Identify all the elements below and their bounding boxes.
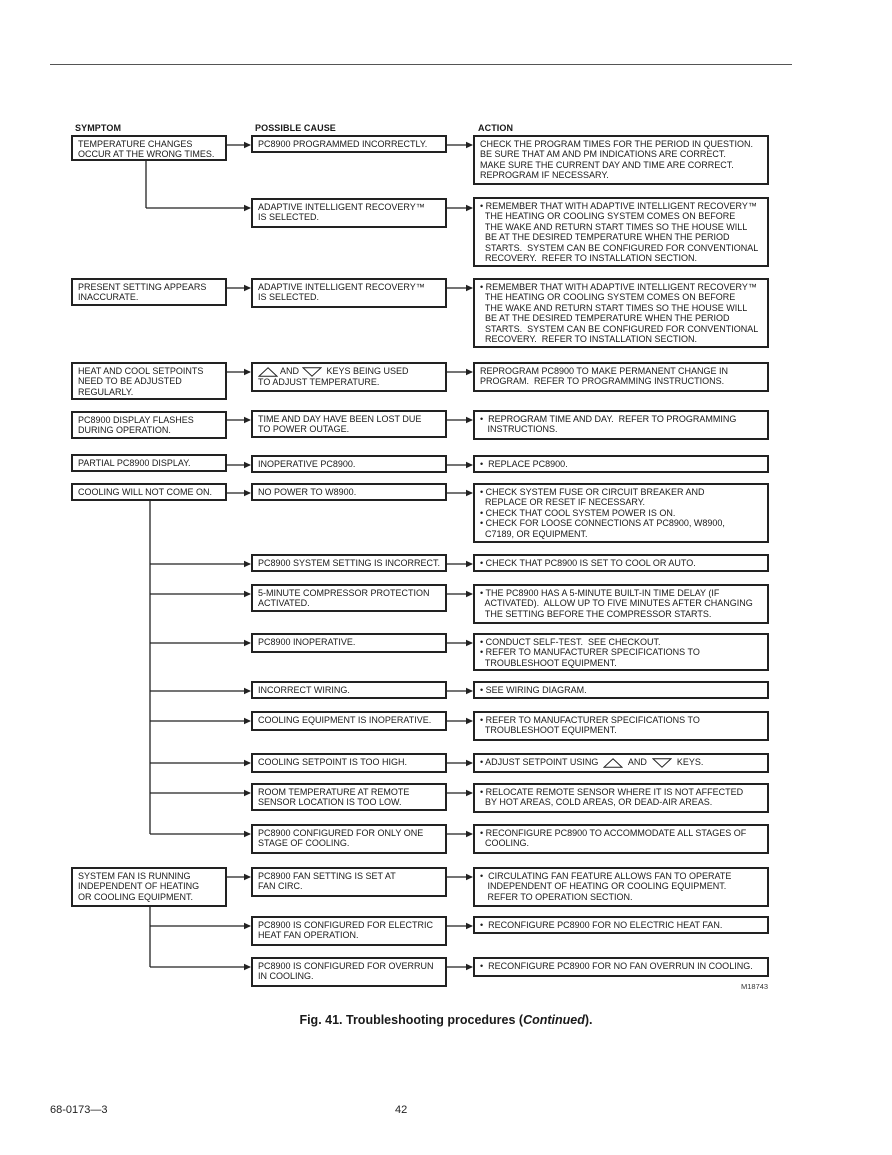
cause-box: PC8900 IS CONFIGURED FOR OVERRUN IN COOLING. [251, 957, 447, 987]
symptom-box: HEAT AND COOL SETPOINTS NEED TO BE ADJUSTED REGULARLY. [71, 362, 227, 400]
arrow-head-icon [466, 688, 473, 694]
arrow-head-icon [466, 923, 473, 929]
symptom-header: SYMPTOM [75, 123, 122, 133]
page-number: 42 [395, 1104, 408, 1116]
cause-box [251, 362, 447, 392]
figure-id: M18743 [741, 982, 769, 991]
action-box: • REMEMBER THAT WITH ADAPTIVE INTELLIGENT RECOVERY™ THE HEATING OR COOLING SYSTEM COMES ON BEFORE THE WAKE AND RETURN START TIMES SO THE HOUSE WILL BE AT THE DESIRED TEMPERATURE WHEN THE PERIOD STARTS. SYSTEM CAN BE CONFIGURED FOR CONVENTIONAL RECOVERY. REFER TO INSTALLATION SECTION. [473, 278, 769, 348]
arrow-head-icon [466, 142, 473, 148]
header-rule [50, 64, 792, 65]
action-box: • RECONFIGURE PC8900 FOR NO ELECTRIC HEAT FAN. [473, 916, 769, 934]
arrow-head-icon [466, 874, 473, 880]
arrow-head-icon [466, 964, 473, 970]
arrow-head-icon [466, 718, 473, 724]
cause-box: ADAPTIVE INTELLIGENT RECOVERY™ IS SELECTED. [251, 278, 447, 308]
cause-text-post: KEYS BEING USED [321, 366, 409, 376]
action-box: • RELOCATE REMOTE SENSOR WHERE IT IS NOT AFFECTED BY HOT AREAS, COLD AREAS, OR DEAD-AIR AREAS. [473, 783, 769, 813]
arrow-head-icon [244, 923, 251, 929]
arrow-head-icon [244, 718, 251, 724]
symptom-box: PC8900 DISPLAY FLASHES DURING OPERATION. [71, 411, 227, 439]
arrow-head-icon [466, 205, 473, 211]
arrow-head-icon [244, 417, 251, 423]
arrow-head-icon [244, 874, 251, 880]
cause-box: NO POWER TO W8900. [251, 483, 447, 501]
arrow-head-icon [244, 831, 251, 837]
cause-box: INOPERATIVE PC8900. [251, 455, 447, 473]
action-box: • CIRCULATING FAN FEATURE ALLOWS FAN TO OPERATE INDEPENDENT OF HEATING OR COOLING EQUIPMENT. REFER TO OPERATION SECTION. [473, 867, 769, 907]
cause-box: TIME AND DAY HAVE BEEN LOST DUE TO POWER OUTAGE. [251, 410, 447, 438]
caption-suffix: ). [584, 1013, 593, 1027]
arrow-head-icon [466, 760, 473, 766]
cause-box: INCORRECT WIRING. [251, 681, 447, 699]
down-arrow-key-icon [652, 758, 672, 768]
arrow-head-icon [466, 285, 473, 291]
cause-text-mid: AND [278, 366, 302, 376]
symptom-box: PARTIAL PC8900 DISPLAY. [71, 454, 227, 472]
arrow-head-icon [466, 462, 473, 468]
action-box: • RECONFIGURE PC8900 FOR NO FAN OVERRUN IN COOLING. [473, 957, 769, 977]
arrow-head-icon [244, 760, 251, 766]
action-box: • REFER TO MANUFACTURER SPECIFICATIONS TO TROUBLESHOOT EQUIPMENT. [473, 711, 769, 741]
cause-box: PC8900 INOPERATIVE. [251, 633, 447, 653]
arrow-head-icon [244, 640, 251, 646]
action-box: CHECK THE PROGRAM TIMES FOR THE PERIOD IN QUESTION. BE SURE THAT AM AND PM INDICATIONS ARE CORRECT. MAKE SURE THE CURRENT DAY AND TIME ARE CORRECT. REPROGRAM IF NECESSARY. [473, 135, 769, 185]
cause-box: PC8900 IS CONFIGURED FOR ELECTRIC HEAT FAN OPERATION. [251, 916, 447, 946]
arrow-head-icon [466, 591, 473, 597]
symptom-box: SYSTEM FAN IS RUNNING INDEPENDENT OF HEATING OR COOLING EQUIPMENT. [71, 867, 227, 907]
action-box: • CHECK SYSTEM FUSE OR CIRCUIT BREAKER AND REPLACE OR RESET IF NECESSARY. • CHECK THAT COOL SYSTEM POWER IS ON. • CHECK FOR LOOSE CONNECTIONS AT PC8900, W8900, C7189, OR EQUIPMENT. [473, 483, 769, 543]
arrow-head-icon [466, 417, 473, 423]
action-box: REPROGRAM PC8900 TO MAKE PERMANENT CHANGE IN PROGRAM. REFER TO PROGRAMMING INSTRUCTIONS. [473, 362, 769, 392]
cause-box: ROOM TEMPERATURE AT REMOTE SENSOR LOCATION IS TOO LOW. [251, 783, 447, 811]
cause-box: ADAPTIVE INTELLIGENT RECOVERY™ IS SELECTED. [251, 198, 447, 228]
symptom-box: TEMPERATURE CHANGES OCCUR AT THE WRONG TIMES. [71, 135, 227, 161]
action-box: • RECONFIGURE PC8900 TO ACCOMMODATE ALL STAGES OF COOLING. [473, 824, 769, 854]
up-arrow-key-icon [603, 758, 623, 768]
action-text-post: KEYS. [671, 757, 704, 767]
arrow-head-icon [466, 490, 473, 496]
figure-caption [0, 1013, 892, 1027]
symptom-box: COOLING WILL NOT COME ON. [71, 483, 227, 501]
arrow-head-icon [466, 790, 473, 796]
arrow-head-icon [244, 790, 251, 796]
cause-box: PC8900 CONFIGURED FOR ONLY ONE STAGE OF COOLING. [251, 824, 447, 854]
caption-prefix: Fig. 41. Troubleshooting procedures ( [299, 1013, 524, 1027]
action-text-mid: AND [623, 757, 652, 767]
cause-box: PC8900 SYSTEM SETTING IS INCORRECT. [251, 554, 447, 572]
arrow-head-icon [244, 561, 251, 567]
cause-box: COOLING SETPOINT IS TOO HIGH. [251, 753, 447, 773]
caption-italic: Continued [523, 1013, 585, 1027]
up-arrow-key-icon [258, 367, 278, 377]
action-text-pre: • ADJUST SETPOINT USING [480, 757, 604, 767]
arrow-head-icon [466, 561, 473, 567]
cause-box: PC8900 FAN SETTING IS SET AT FAN CIRC. [251, 867, 447, 897]
action-header: ACTION [478, 123, 514, 133]
arrow-head-icon [244, 369, 251, 375]
arrow-head-icon [244, 285, 251, 291]
arrow-head-icon [244, 462, 251, 468]
arrow-head-icon [466, 831, 473, 837]
down-arrow-key-icon [302, 367, 322, 377]
doc-number: 68-0173—3 [50, 1104, 108, 1116]
arrow-head-icon [244, 490, 251, 496]
arrow-head-icon [244, 142, 251, 148]
action-box: • CONDUCT SELF-TEST. SEE CHECKOUT. • REFER TO MANUFACTURER SPECIFICATIONS TO TROUBLESHOOT EQUIPMENT. [473, 633, 769, 671]
action-box: • THE PC8900 HAS A 5-MINUTE BUILT-IN TIME DELAY (IF ACTIVATED). ALLOW UP TO FIVE MINUTES AFTER CHANGING THE SETTING BEFORE THE COMPRESSOR STARTS. [473, 584, 769, 624]
cause-box: 5-MINUTE COMPRESSOR PROTECTION ACTIVATED. [251, 584, 447, 612]
symptom-box: PRESENT SETTING APPEARS INACCURATE. [71, 278, 227, 306]
arrow-head-icon [244, 591, 251, 597]
cause-text-line2: TO ADJUST TEMPERATURE. [258, 377, 380, 387]
action-box: • REPROGRAM TIME AND DAY. REFER TO PROGRAMMING INSTRUCTIONS. [473, 410, 769, 440]
arrow-head-icon [466, 369, 473, 375]
cause-box: PC8900 PROGRAMMED INCORRECTLY. [251, 135, 447, 153]
cause-box: COOLING EQUIPMENT IS INOPERATIVE. [251, 711, 447, 731]
action-box: • CHECK THAT PC8900 IS SET TO COOL OR AUTO. [473, 554, 769, 572]
cause-header: POSSIBLE CAUSE [255, 123, 336, 133]
action-box: • SEE WIRING DIAGRAM. [473, 681, 769, 699]
arrow-head-icon [244, 688, 251, 694]
action-box [473, 753, 769, 773]
arrow-head-icon [466, 640, 473, 646]
action-box: • REPLACE PC8900. [473, 455, 769, 473]
action-box: • REMEMBER THAT WITH ADAPTIVE INTELLIGENT RECOVERY™ THE HEATING OR COOLING SYSTEM COMES ON BEFORE THE WAKE AND RETURN START TIMES SO THE HOUSE WILL BE AT THE DESIRED TEMPERATURE WHEN THE PERIOD STARTS. SYSTEM CAN BE CONFIGURED FOR CONVENTIONAL RECOVERY. REFER TO INSTALLATION SECTION. [473, 197, 769, 267]
arrow-head-icon [244, 964, 251, 970]
arrow-head-icon [244, 205, 251, 211]
